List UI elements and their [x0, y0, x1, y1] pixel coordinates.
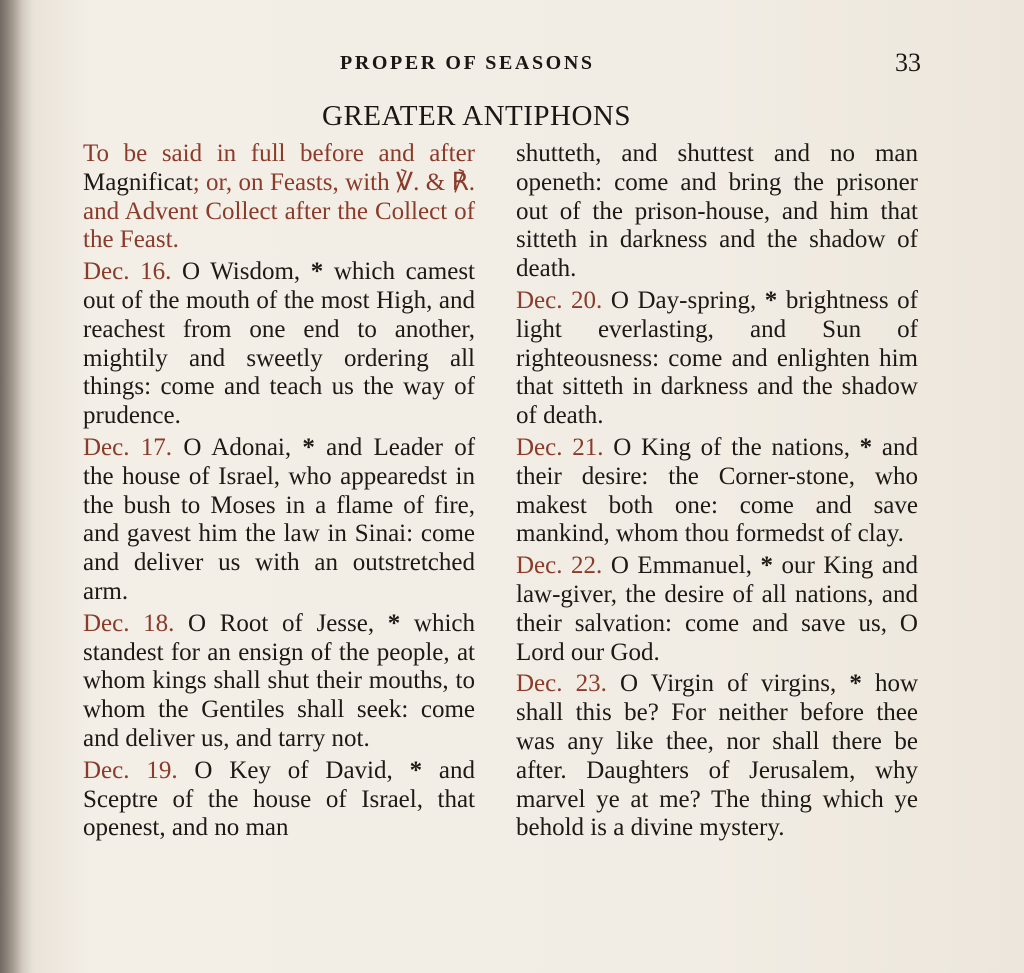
- antiphon-date: Dec. 22.: [516, 552, 603, 580]
- left-column: [83, 140, 475, 846]
- antiphon-opening: O Root of Jesse,: [188, 609, 375, 637]
- antiphon-body: which standest for an ensign of the people, at whom kings shall shut their mouths, to whom the Gentiles shall seek: come and deliver us, and tarry not.: [83, 609, 476, 752]
- antiphon-opening: O Adonai,: [183, 433, 292, 461]
- antiphon-date: Dec. 23.: [516, 670, 607, 698]
- antiphon-opening: O Key of David,: [194, 756, 393, 784]
- antiphon-date: Dec. 19.: [83, 756, 178, 784]
- antiphon-opening: O Wisdom,: [181, 258, 301, 286]
- antiphon-opening: O King of the nations,: [613, 433, 850, 461]
- antiphon-dec-19: [83, 757, 475, 843]
- antiphon-body: which camest out of the mouth of the most High, and reachest from one end to another, mightily and sweetly ordering all things: come and teach us the way of prudence.: [83, 258, 475, 430]
- antiphon-dec-18: [83, 610, 475, 754]
- antiphon-dec-19-continued: [516, 140, 918, 284]
- star-mark: *: [760, 552, 773, 580]
- antiphon-date: Dec. 17.: [83, 433, 173, 461]
- star-mark: *: [764, 286, 778, 314]
- antiphon-date: Dec. 20.: [516, 286, 603, 314]
- antiphon-body: and their desire: the Corner-stone, who makest both one: come and save mankind, whom thou formedst of clay.: [516, 433, 918, 548]
- antiphon-dec-22: [516, 552, 918, 667]
- antiphon-date: Dec. 16.: [83, 258, 172, 286]
- antiphon-continuation: shutteth, and shuttest and no man openeth: come and bring the prisoner out of the prison-house, and him that sitteth in darkness and the shadow of death.: [516, 140, 918, 283]
- page-number: 33: [895, 48, 921, 77]
- antiphon-dec-16: [83, 258, 475, 431]
- book-gutter: [0, 0, 22, 973]
- right-column: [516, 140, 918, 846]
- star-mark: *: [302, 433, 315, 461]
- star-mark: *: [849, 670, 862, 698]
- rubric-text-start: To be said in full before and after: [83, 140, 475, 167]
- running-head: PROPER OF SEASONS: [340, 52, 595, 74]
- rubric-text-end: ; or, on Feasts, with ℣. & ℟. and Advent Collect after the Collect of the Feast.: [83, 168, 475, 254]
- star-mark: *: [409, 756, 423, 784]
- antiphon-dec-21: [516, 434, 918, 549]
- antiphon-opening: O Day-spring,: [610, 286, 757, 314]
- rubric-magnificat: Magnificat: [83, 168, 193, 196]
- antiphon-body: and Leader of the house of Israel, who appearedst in the bush to Moses in a flame of fire, and gavest him the law in Sinai: come and deliver us with an outstretched arm.: [83, 433, 476, 605]
- antiphon-opening: O Emmanuel,: [610, 552, 752, 580]
- antiphon-dec-17: [83, 434, 475, 607]
- star-mark: *: [387, 609, 401, 637]
- antiphon-dec-23: [516, 670, 918, 843]
- rubric-paragraph: [83, 140, 475, 255]
- antiphon-body: our King and law-giver, the desire of all nations, and their salvation: come and save us, O Lord our God.: [516, 552, 918, 666]
- section-title: GREATER ANTIPHONS: [322, 100, 631, 132]
- star-mark: *: [310, 258, 324, 286]
- antiphon-opening: O Virgin of virgins,: [619, 670, 837, 698]
- antiphon-date: Dec. 21.: [516, 433, 604, 461]
- antiphon-dec-20: [516, 287, 918, 431]
- antiphon-date: Dec. 18.: [83, 609, 175, 637]
- antiphon-body: how shall this be? For neither before thee was any like thee, nor shall there be after. Daughters of Jerusalem, why marvel ye at me? The thing which ye behold is a divine mystery.: [516, 670, 919, 842]
- antiphon-body: brightness of light everlasting, and Sun of righteousness: come and enlighten him that sitteth in darkness and the shadow of death.: [516, 286, 918, 430]
- star-mark: *: [859, 433, 873, 461]
- antiphon-body: and Sceptre of the house of Israel, that openest, and no man: [83, 756, 476, 842]
